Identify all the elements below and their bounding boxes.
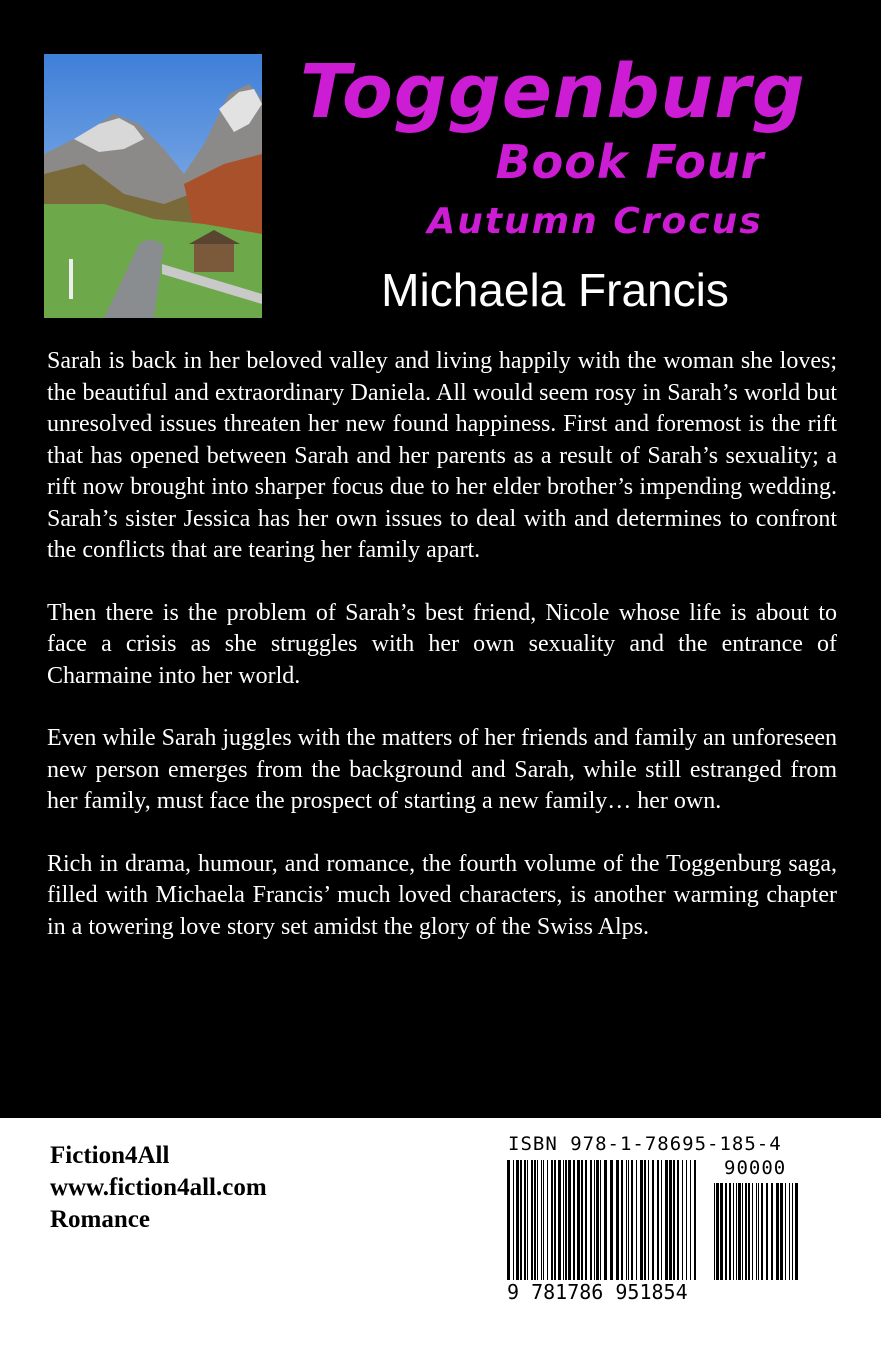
barcode-bar (631, 1160, 633, 1280)
publisher-info (50, 1140, 267, 1236)
barcode-bar (644, 1160, 646, 1280)
barcode-bar (527, 1160, 528, 1280)
ean-digits: 9 781786 951854 (505, 1280, 707, 1304)
barcode-bar (677, 1160, 679, 1280)
barcode-bar (652, 1160, 654, 1280)
barcode-bar (600, 1160, 601, 1280)
book-subtitle: Autumn Crocus (427, 201, 763, 242)
barcode-bar (541, 1160, 542, 1280)
book-title: Toggenburg (300, 49, 806, 135)
barcode-bar (547, 1160, 548, 1280)
barcode-bar (577, 1160, 580, 1280)
price-addon-digits: 90000 (724, 1157, 787, 1179)
blurb (47, 346, 837, 974)
barcode-bar (554, 1160, 556, 1280)
barcode-bar (513, 1160, 514, 1280)
barcode-bar (795, 1183, 798, 1280)
barcode-bar (682, 1160, 683, 1280)
barcode-bar (669, 1160, 672, 1280)
barcode-bar (516, 1160, 519, 1280)
barcode-bar (725, 1183, 727, 1280)
blurb-paragraph: Then there is the problem of Sarah’s best friend, Nicole whose life is about to face a crisis as she struggles with her own sexuality and the entrance of Charmaine into her world. (47, 599, 837, 689)
barcode-bar (748, 1183, 750, 1280)
barcode-bar (534, 1160, 536, 1280)
barcode-bar (792, 1183, 793, 1280)
isbn-barcode (505, 1160, 701, 1280)
barcode-bar (785, 1183, 786, 1280)
barcode-bar (673, 1160, 675, 1280)
barcode-bar (780, 1183, 783, 1280)
barcode-bar (733, 1183, 734, 1280)
barcode-bar (789, 1183, 790, 1280)
barcode-bar (636, 1160, 637, 1280)
publisher-website: www.fiction4all.com (50, 1174, 267, 1201)
isbn-label: ISBN 978-1-78695-185-4 (508, 1133, 782, 1155)
barcode-bar (752, 1183, 753, 1280)
barcode-bar (766, 1183, 768, 1280)
barcode-bar (596, 1160, 599, 1280)
barcode-bar (520, 1160, 522, 1280)
barcode-bar (537, 1160, 538, 1280)
author-name: Michaela Francis (381, 264, 729, 316)
barcode-bar (742, 1183, 743, 1280)
barcode-bar (720, 1183, 723, 1280)
barcode-bar (657, 1160, 659, 1280)
barcode-bar (604, 1160, 607, 1280)
barcode-bar (738, 1183, 741, 1280)
barcode-bar (690, 1160, 691, 1280)
barcode-bar (694, 1160, 696, 1280)
barcode-bar (531, 1160, 533, 1280)
barcode-bar (568, 1160, 571, 1280)
series-number: Book Four (495, 135, 765, 189)
barcode-bar (758, 1183, 759, 1280)
barcode-bar (551, 1160, 553, 1280)
barcode-bar (524, 1160, 526, 1280)
barcode-bar (665, 1160, 668, 1280)
barcode-bar (648, 1160, 649, 1280)
barcode-bar (585, 1160, 587, 1280)
barcode-bar (729, 1183, 731, 1280)
genre-label: Romance (50, 1206, 150, 1233)
barcode-bar (745, 1183, 747, 1280)
barcode-bar (507, 1160, 510, 1280)
blurb-paragraph: Even while Sarah juggles with the matters of her friends and family an unforeseen new person emerges from the background and Sarah, while still estranged from her family, must face the prospect of starting a new family… her own. (47, 725, 837, 814)
barcode-bar (626, 1160, 627, 1280)
addon-barcode (712, 1183, 804, 1280)
barcode-bar (686, 1160, 687, 1280)
publisher-name: Fiction4All (50, 1142, 170, 1169)
barcode-bar (776, 1183, 779, 1280)
barcode-bar (558, 1160, 561, 1280)
barcode-bar (771, 1183, 773, 1280)
barcode-bar (640, 1160, 643, 1280)
barcode-bar (661, 1160, 662, 1280)
blurb-paragraph: Rich in drama, humour, and romance, the fourth volume of the Toggenburg saga, filled with Michaela Francis’ much loved characters, is another warming chapter in a towering love story set amidst the glory of the Swiss Alps. (47, 850, 837, 940)
barcode-bar (616, 1160, 619, 1280)
barcode-bar (573, 1160, 575, 1280)
barcode-bar (565, 1160, 567, 1280)
alpine-valley-photo (44, 54, 262, 318)
barcode-bar (563, 1160, 564, 1280)
barcode-bar (756, 1183, 757, 1280)
blurb-paragraph: Sarah is back in her beloved valley and living happily with the woman she loves; the beautiful and extraordinary Daniela. All would seem rosy in Sarah’s world but unresolved issues threaten her new found happiness. First and foremost is the rift that has opened between Sarah and her parents as a result of Sarah’s sexuality; a rift now brought into sharper focus due to her elder brother’s impending wedding. Sarah’s sister Jessica has her own issues to deal with and determines to confront the conflicts that are tearing her family apart. (47, 348, 837, 563)
barcode-bar (628, 1160, 629, 1280)
barcode-bar (581, 1160, 583, 1280)
barcode-bar (610, 1160, 613, 1280)
barcode-bar (761, 1183, 763, 1280)
barcode-bar (714, 1183, 715, 1280)
barcode-bar (590, 1160, 592, 1280)
barcode-bar (543, 1160, 544, 1280)
barcode-bar (736, 1183, 737, 1280)
barcode-bar (594, 1160, 595, 1280)
barcode-bar (716, 1183, 719, 1280)
barcode-bar (621, 1160, 623, 1280)
